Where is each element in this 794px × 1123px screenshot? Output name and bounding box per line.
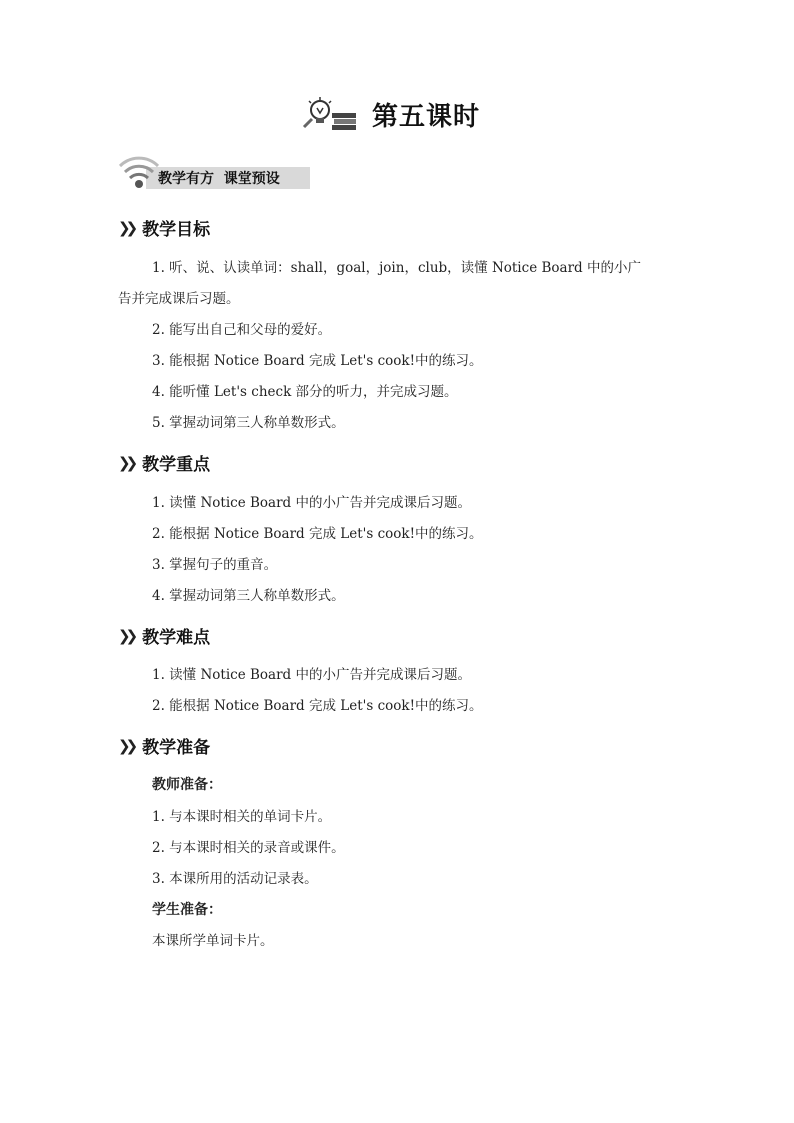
student-prep-item-1: 本课所学单词卡片。 <box>152 933 274 949</box>
objective-item-2: 2. 能写出自己和父母的爱好。 <box>152 322 332 338</box>
difficulty-item-2: 2. 能根据 Notice Board 完成 Let's cook!中的练习。 <box>152 698 483 714</box>
double-chevron-icon: ❯❯ <box>118 626 134 645</box>
section-heading-key-points <box>118 450 210 475</box>
section-heading-text: 教学重点 <box>142 455 211 475</box>
student-prep-label: 学生准备： <box>152 902 222 918</box>
lightbulb-books-icon <box>302 97 360 133</box>
objective-item-3: 3. 能根据 Notice Board 完成 Let's cook!中的练习。 <box>152 353 483 369</box>
key-point-item-2: 2. 能根据 Notice Board 完成 Let's cook!中的练习。 <box>152 526 483 542</box>
section-heading-text: 教学准备 <box>142 738 211 758</box>
teacher-prep-item-1: 1. 与本课时相关的单词卡片。 <box>152 809 332 825</box>
objective-item-4: 4. 能听懂 Let's check 部分的听力，并完成习题。 <box>152 384 458 400</box>
wifi-signal-icon <box>118 154 160 190</box>
section-heading-preparation <box>118 733 210 758</box>
key-point-item-3: 3. 掌握句子的重音。 <box>152 557 278 573</box>
objective-item-1: 1. 听、说、认读单词：shall，goal，join，club，读懂 Notice Board 中的小广 <box>152 260 641 276</box>
section-heading-objectives <box>118 215 210 240</box>
teacher-prep-item-3: 3. 本课所用的活动记录表。 <box>152 871 318 887</box>
difficulty-item-1: 1. 读懂 Notice Board 中的小广告并完成课后习题。 <box>152 667 471 683</box>
key-point-item-4: 4. 掌握动词第三人称单数形式。 <box>152 588 345 604</box>
section-heading-text: 教学难点 <box>142 628 211 648</box>
double-chevron-icon: ❯❯ <box>118 218 134 237</box>
section-heading-difficulties <box>118 623 210 648</box>
page-title-block <box>302 96 480 133</box>
page-title: 第五课时 <box>372 102 481 132</box>
banner-label: 教学有方 课堂预设 <box>158 171 280 187</box>
double-chevron-icon: ❯❯ <box>118 453 134 472</box>
section-heading-text: 教学目标 <box>142 220 211 240</box>
key-point-item-1: 1. 读懂 Notice Board 中的小广告并完成课后习题。 <box>152 495 471 511</box>
section-banner <box>118 154 310 190</box>
teacher-prep-item-2: 2. 与本课时相关的录音或课件。 <box>152 840 345 856</box>
double-chevron-icon: ❯❯ <box>118 736 134 755</box>
objective-item-1-cont: 告并完成课后习题。 <box>118 291 240 307</box>
objective-item-5: 5. 掌握动词第三人称单数形式。 <box>152 415 345 431</box>
teacher-prep-label: 教师准备： <box>152 777 222 793</box>
